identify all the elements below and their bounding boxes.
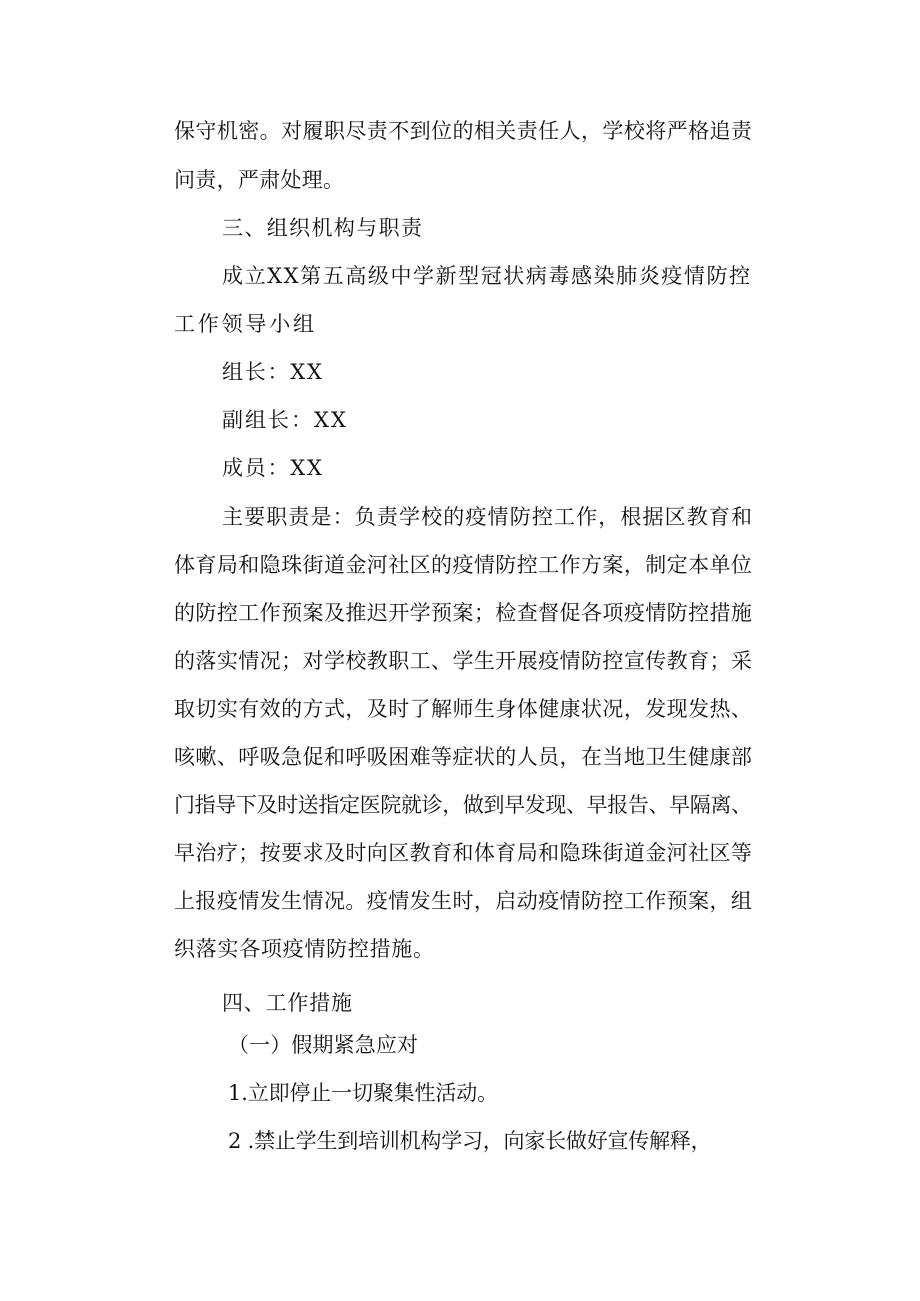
section-heading: 四、工作措施 xyxy=(222,991,353,1015)
paragraph-line: 问责，严肃处理。 xyxy=(174,168,345,192)
paragraph-line: 咳嗽、呼吸急促和呼吸困难等症状的人员，在当地卫生健康部 xyxy=(174,745,753,769)
paragraph-line: 保守机密。对履职尽责不到位的相关责任人，学校将严格追责 xyxy=(174,119,753,143)
paragraph-line: 的防控工作预案及推迟开学预案；检查督促各项疫情防控措施 xyxy=(174,601,753,625)
paragraph-line: 取切实有效的方式，及时了解师生身体健康状况，发现发热、 xyxy=(174,697,753,721)
paragraph-line: 成员：XX xyxy=(222,456,324,480)
paragraph-line: 组长：XX xyxy=(222,360,324,384)
paragraph-line: 成立XX第五高级中学新型冠状病毒感染肺炎疫情防控 xyxy=(222,264,752,288)
subsection-heading: （一）假期紧急应对 xyxy=(228,1033,419,1057)
list-item: 1.立即停止一切聚集性活动。 xyxy=(228,1081,498,1105)
paragraph-line: 上报疫情发生情况。疫情发生时，启动疫情防控工作预案，组 xyxy=(174,889,753,913)
paragraph-line: 副组长：XX xyxy=(222,408,348,432)
paragraph-line: 的落实情况；对学校教职工、学生开展疫情防控宣传教育；采 xyxy=(174,649,753,673)
section-heading: 三、组织机构与职责 xyxy=(222,216,424,240)
paragraph-line: 工作领导小组 xyxy=(174,312,317,336)
paragraph-line: 体育局和隐珠街道金河社区的疫情防控工作方案，制定本单位 xyxy=(174,553,753,577)
list-item: 2 .禁止学生到培训机构学习，向家长做好宣传解释， xyxy=(228,1129,712,1153)
paragraph-line: 织落实各项疫情防控措施。 xyxy=(174,937,435,961)
paragraph-line: 早治疗；按要求及时向区教育和体育局和隐珠街道金河社区等 xyxy=(174,841,753,865)
paragraph-line: 门指导下及时送指定医院就诊，做到早发现、早报告、早隔离、 xyxy=(174,793,752,817)
paragraph-line: 主要职责是：负责学校的疫情防控工作，根据区教育和 xyxy=(222,505,754,529)
